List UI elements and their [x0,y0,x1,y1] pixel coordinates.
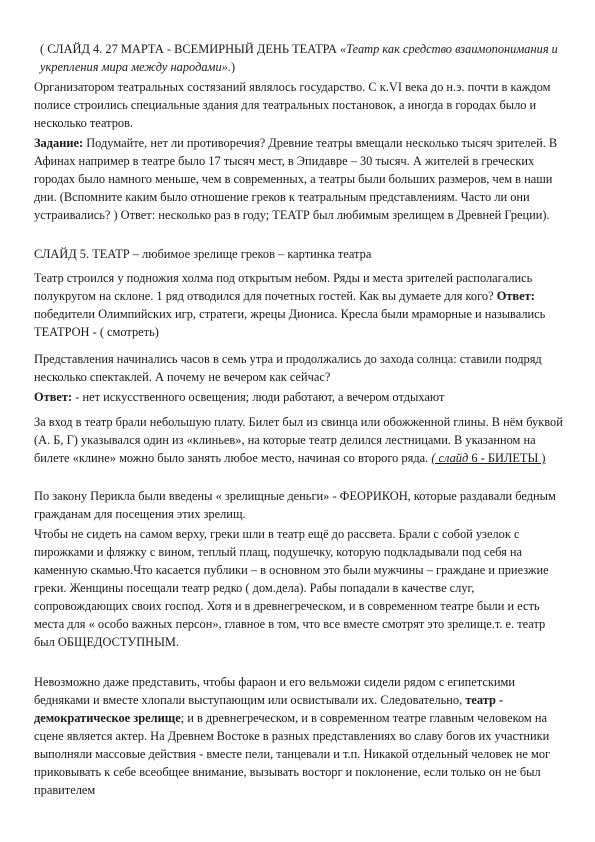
task-label: Задание: [34,136,84,150]
democratic-text-before: Невозможно даже представить, чтобы фараон и его вельможи сидели рядом с египетскими бедняками и вместе хлопали выступающим или освистывали их. Следовательно, [34,675,515,707]
slide4-quote: «Театр как средство взаимопонимания и укрепления мира между народами». [40,42,558,74]
seats-paragraph: Чтобы не сидеть на самом верху, греки шли в театр ещё до рассвета. Брали с собой узелок с пирожками и фляжку с вином, теплый плащ, подушечку, которую подкладывали под себя на каменную скамью.Что касается публики – в основном это были мужчины – граждане и приезжие греки. Женщины посещали театр редко ( дом.дела). Рабы попадали в качестве слуг, сопровождающих своих господ. Хотя и в древнегреческом, и в современном театре были и есть места для « особо важных персон», главное в том, что все вместе смотрят это зрелище.т. е. театр был ОБЩЕДОСТУПНЫМ. [34,527,549,649]
task-text: Подумайте, нет ли противоречия? Древние театры вмещали несколько тысяч зрителей. В Афинах например в театре было 17 тысяч мест, в Эпидавре – 30 тысяч. А жителей в греческих городах было намного меньше, чем в современных, а театры были больших размеров, чем в наши дни. (Вспомните каким было отношение греков к театральным представлениям. Часто ли они устраивались? ) Ответ: несколько раз в году; ТЕАТР был любимым зрелищем в Древней Греции). [34,136,558,222]
theatre-text-after: победители Олимпийских игр, стратеги, жрецы Диониса. Кресла были мраморные и назывались ТЕАТРОН - ( смотреть) [34,307,546,339]
task-paragraph [34,134,565,224]
lighting-answer-label: Ответ: [34,390,73,404]
ticket-slide-ref-rest: 6 - БИЛЕТЫ ) [471,451,546,465]
theatre-paragraph [34,269,565,341]
slide4-prefix: ( СЛАЙД 4. 27 МАРТА - ВСЕМИРНЫЙ ДЕНЬ ТЕАТРА [40,42,340,56]
slide5-heading: СЛАЙД 5. ТЕАТР – любимое зрелище греков – картинка театра [34,247,372,261]
theatre-text-before: Театр строился у подножия холма под открытым небом. Ряды и места зрителей располагались полукругом на склоне. 1 ряд отводился для почетных гостей. Как вы думаете для кого? [34,271,533,303]
ticket-slide-ref-italic: ( слайд [431,451,472,465]
slide4-heading [40,40,571,76]
lighting-answer [34,388,565,406]
organizer-paragraph: Организатором театральных состязаний являлось государство. С к.VI века до н.э. почти в каждом полисе строились специальные здания для театральных постановок, а иногда в городах было и несколько театров. [34,80,551,130]
democratic-text-after: ; и в древнегреческом, и в современном театре главным человеком на сцене является актер. На Древнем Востоке в разных представлениях во славу богов их участники выполняли массовые действия - вместе пели, танцевали и т.п. Никакой отдельный человек не мог приковывать к себе всеобщее внимание, вызывать восторг и поклонение, если только он не был правителем [34,711,551,797]
performances-paragraph: Представления начинались часов в семь утра и продолжались до захода солнца: ставили подряд несколько спектаклей. А почему не вечером как сейчас? [34,352,542,384]
theatre-answer-label: Ответ: [496,289,535,303]
democratic-paragraph [34,673,565,799]
democratic-bold: театр - демократическое зрелище [34,693,504,725]
pericles-paragraph: По закону Перикла были введены « зрелищные деньги» - ФЕОРИКОН, которые раздавали бедным гражданам для посещения этих зрелищ. [34,489,556,521]
ticket-paragraph [34,413,565,467]
lighting-answer-text: - нет искусственного освещения; люди работают, а вечером отдыхают [72,390,445,404]
slide4-suffix: ) [230,60,236,74]
ticket-text: За вход в театр брали небольшую плату. Билет был из свинца или обожженной глины. В нём буквой (А. Б, Г) указывался один из «клиньев», на которые театр делился лестницами. В указанном на билете «клине» можно было занять любое место, начиная со второго ряда. [34,415,563,465]
